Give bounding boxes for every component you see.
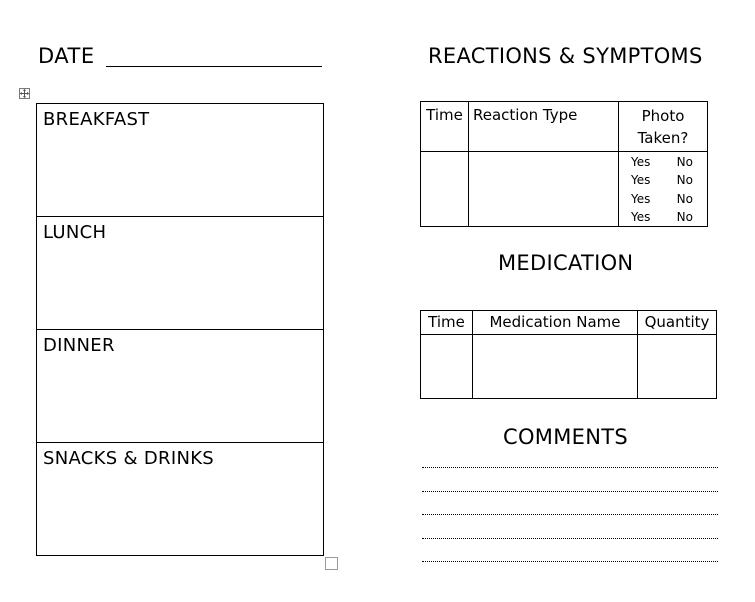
comment-line[interactable] xyxy=(422,467,718,468)
reactions-photo-cell xyxy=(619,152,708,227)
date-label: DATE xyxy=(38,44,95,68)
photo-option-row xyxy=(619,171,707,189)
photo-option-row xyxy=(619,190,707,208)
meal-label-breakfast: BREAKFAST xyxy=(43,109,150,130)
date-field-line[interactable] xyxy=(106,66,322,67)
medication-header-time: Time xyxy=(421,311,473,335)
photo-yes-option[interactable]: Yes xyxy=(631,173,651,188)
medication-name-cell[interactable] xyxy=(473,335,638,399)
medication-time-cell[interactable] xyxy=(421,335,473,399)
reactions-time-cell[interactable] xyxy=(421,152,469,227)
reactions-header-type: Reaction Type xyxy=(469,102,619,152)
meal-cell-lunch[interactable] xyxy=(37,217,323,330)
reactions-table xyxy=(420,101,708,227)
photo-yes-option[interactable]: Yes xyxy=(631,209,651,224)
medication-table xyxy=(420,310,717,399)
photo-option-row xyxy=(619,208,707,226)
comment-line[interactable] xyxy=(422,514,718,515)
photo-no-option[interactable]: No xyxy=(676,173,693,188)
photo-no-option[interactable]: No xyxy=(676,209,693,224)
meal-cell-snacks-drinks[interactable] xyxy=(37,443,323,555)
medication-header-name: Medication Name xyxy=(473,311,638,335)
reactions-type-cell[interactable] xyxy=(469,152,619,227)
comments-heading: COMMENTS xyxy=(503,425,628,449)
meal-cell-dinner[interactable] xyxy=(37,330,323,443)
medication-quantity-cell[interactable] xyxy=(638,335,717,399)
meal-label-snacks-drinks: SNACKS & DRINKS xyxy=(43,448,215,469)
medication-heading: MEDICATION xyxy=(498,251,634,275)
photo-yes-option[interactable]: Yes xyxy=(631,155,651,169)
comment-line[interactable] xyxy=(422,561,718,562)
table-move-handle-icon[interactable] xyxy=(19,88,30,99)
photo-no-option[interactable]: No xyxy=(676,155,693,169)
photo-no-option[interactable]: No xyxy=(676,191,693,206)
comment-line[interactable] xyxy=(422,491,718,492)
meal-label-dinner: DINNER xyxy=(43,335,115,356)
reactions-heading: REACTIONS & SYMPTOMS xyxy=(428,44,703,68)
meals-table xyxy=(36,103,324,556)
reactions-header-time: Time xyxy=(421,102,469,152)
meal-label-lunch: LUNCH xyxy=(43,222,107,243)
medication-header-quantity: Quantity xyxy=(638,311,717,335)
photo-yes-option[interactable]: Yes xyxy=(631,191,651,206)
photo-option-row xyxy=(619,153,707,171)
meal-cell-breakfast[interactable] xyxy=(37,104,323,217)
reactions-header-photo: Photo Taken? xyxy=(619,102,708,152)
table-resize-handle-icon[interactable] xyxy=(325,557,338,570)
comment-line[interactable] xyxy=(422,538,718,539)
